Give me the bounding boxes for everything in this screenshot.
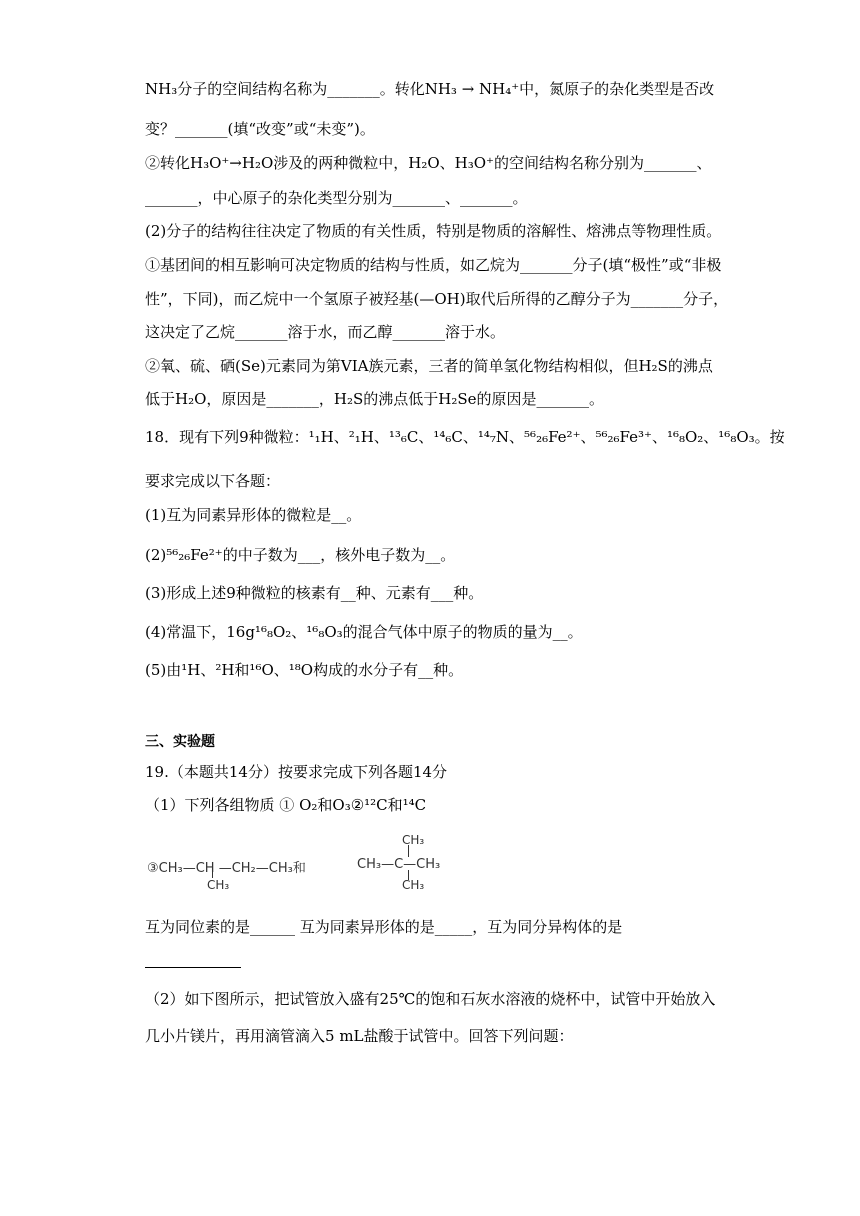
question-18-part-5: (5)由¹H、²H和¹⁶O、¹⁸O构成的水分子有__种。: [145, 661, 464, 679]
question-19-part-1: （1）下列各组物质 ① O₂和O₃②¹²C和¹⁴C: [145, 796, 427, 814]
chem-left-bond: [212, 866, 213, 878]
question-19-part-2-line-1: （2）如下图所示，把试管放入盛有25℃的饱和石灰水溶液的烧杯中，试管中开始放入: [145, 990, 716, 1008]
line-1: NH₃分子的空间结构名称为_______。转化NH₃ → NH₄⁺中，氮原子的杂化类型是否改: [145, 80, 715, 98]
question-18-part-1: (1)互为同素异形体的微粒是__。: [145, 506, 362, 524]
chem-right-top: CH₃: [402, 833, 425, 847]
line-3: ②转化H₃O⁺→H₂O涉及的两种微粒中，H₂O、H₃O⁺的空间结构名称分别为_______、: [145, 154, 712, 172]
chem-left-sub: CH₃: [207, 878, 230, 892]
question-19-title: 19.（本题共14分）按要求完成下列各题14分: [145, 763, 448, 781]
line-10: 低于H₂O，原因是_______，H₂S的沸点低于H₂Se的原因是_______。: [145, 390, 605, 408]
question-18-line-1: 18．现有下列9种微粒：¹₁H、²₁H、¹³₆C、¹⁴₆C、¹⁴₇N、⁵⁶₂₆Fe²⁺、⁵⁶₂₆Fe³⁺、¹⁶₈O₂、¹⁶₈O₃。按: [145, 428, 785, 446]
chem-right-bottom: CH₃: [402, 878, 425, 892]
line-7: 性”，下同)，而乙烷中一个氢原子被羟基(—OH)取代后所得的乙醇分子为_______分子，: [145, 290, 729, 308]
chem-right-bond-top: [408, 845, 409, 857]
chem-right-main: CH₃—C—CH₃: [357, 857, 441, 872]
line-4: _______，中心原子的杂化类型分别为_______、_______。: [145, 189, 528, 207]
line-8: 这决定了乙烷_______溶于水，而乙醇_______溶于水。: [145, 323, 506, 341]
question-18-part-3: (3)形成上述9种微粒的核素有__种、元素有___种。: [145, 584, 484, 602]
question-19-answer-line: 互为同位素的是______ 互为同素异形体的是_____，互为同分异构体的是: [145, 918, 623, 936]
section-heading: 三、实验题: [145, 734, 215, 750]
line-9: ②氧、硫、硒(Se)元素同为第VIA族元素，三者的简单氢化物结构相似，但H₂S的沸点: [145, 357, 713, 375]
answer-underline: [145, 967, 241, 968]
chem-left-main: ③CH₃—CH —CH₂—CH₃和: [147, 861, 306, 876]
question-18-line-2: 要求完成以下各题：: [145, 472, 281, 490]
question-18-part-4: (4)常温下，16g¹⁶₈O₂、¹⁶₈O₃的混合气体中原子的物质的量为__。: [145, 623, 583, 641]
line-5: (2)分子的结构往往决定了物质的有关性质，特别是物质的溶解性、熔沸点等物理性质。: [145, 222, 722, 240]
line-6: ①基团间的相互影响可决定物质的结构与性质，如乙烷为_______分子(填“极性”或“非极: [145, 256, 722, 274]
question-19-part-2-line-2: 几小片镁片，再用滴管滴入5 mL盐酸于试管中。回答下列问题：: [145, 1027, 574, 1045]
line-2: 变？_______(填“改变”或“未变”)。: [145, 120, 375, 138]
question-18-part-2: (2)⁵⁶₂₆Fe²⁺的中子数为___，核外电子数为__。: [145, 546, 456, 564]
